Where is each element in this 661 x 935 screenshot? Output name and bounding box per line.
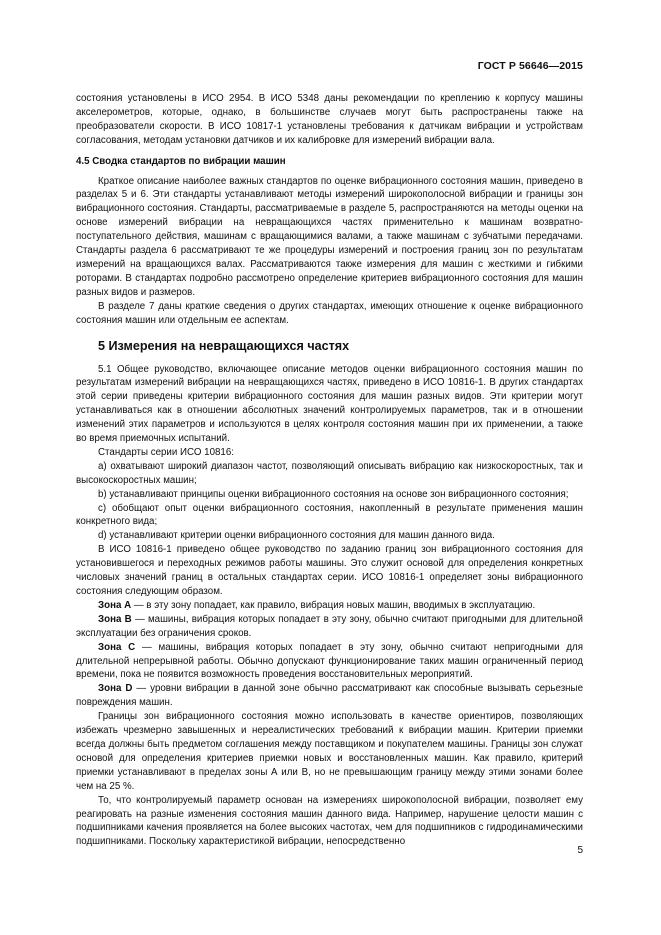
paragraph: Стандарты серии ИСО 10816:	[98, 446, 234, 458]
document-body	[76, 92, 583, 849]
zone-a-text: — в эту зону попадает, как правило, вибрация новых машин, вводимых в эксплуатацию.	[131, 599, 536, 611]
paragraph: То, что контролируемый параметр основан на измерениях широкополосной вибрации, позволяет ему реагировать на разные изменения состояния машин данного вида. Например, нарушение целости машин с подшипниками качения проявляется на более высоких частотах, чем для подшипников с гидродинамическими подшипниками. Поскольку характеристикой вибрации, непосредственно	[76, 794, 583, 848]
zone-b-text: — машины, вибрация которых попадает в эту зону, обычно считают пригодными для длительной эксплуатации без ограничения сроков.	[76, 613, 583, 639]
zone-c-definition	[76, 641, 583, 683]
paragraph: В разделе 7 даны краткие сведения о других стандартах, имеющих отношение к оценке вибрационного состояния машин или отдельным ее аспектам.	[76, 300, 583, 326]
zone-a-label: Зона А	[98, 599, 132, 611]
zone-b-definition	[76, 613, 583, 641]
paragraph: Краткое описание наиболее важных стандартов по оценке вибрационного состояния машин, приведено в разделах 5 и 6. Эти стандарты устанавливают методы измерений широкополосной вибрации и границы зон вибрационного состояния. Стандарты, рассматриваемые в разделе 5, распространяются на методы оценки на основе измерений вибрации на невращающихся частях применительно к машинам возвратно-поступательного действия, машинам с вращающимися валами, а также машинам с зубчатыми передачами. Стандарты раздела 6 рассматривают те же процедуры измерений и построения границ зон по результатам измерений на вращающихся валах. Рассматриваются также измерения для машин с жесткими и гибкими роторами. В стандартах подробно рассмотрено определение критериев вибрационного состояния для машин разных видов и размеров.	[76, 175, 583, 298]
paragraph: 5.1 Общее руководство, включающее описание методов оценки вибрационного состояния машин по результатам измерений вибрации на невращающихся частях, приведено в ИСО 10816-1. В других стандартах этой серии приведены критерии вибрационного состояния для машин разных видов. Эти критерии могут устанавливаться как в отношении абсолютных значений контролируемых параметров, так и в отношении изменений этих параметров и используются в целях контроля состояния машин при их применении, а также во время приемочных испытаний.	[76, 363, 583, 445]
paragraph: В ИСО 10816-1 приведено общее руководство по заданию границ зон вибрационного состояния для установившегося и переходных режимов работы машины. Это служит основой для определения конкретных числовых значений границ в остальных стандартах серии. ИСО 10816-1 определяет зоны вибрационного состояния следующим образом.	[76, 544, 583, 597]
standard-header: ГОСТ Р 56646—2015	[477, 60, 583, 72]
list-item-a: a) охватывают широкий диапазон частот, позволяющий описывать вибрацию как низкоскоростных, так и высокоскоростных машин;	[76, 460, 583, 486]
paragraph: Границы зон вибрационного состояния можно использовать в качестве ориентиров, позволяющих избежать чрезмерно завышенных и нереалистических требований к вибрации машин. Критерии приемки всегда должны быть предметом соглашения между поставщиком и покупателем машины. Границы зон служат основой для определения критериев приемки новых и восстановленных машин. Как правило, критерий приемки устанавливают в пределах зоны А или В, но не превышающим границу между этими зонами более чем на 25 %.	[76, 711, 583, 792]
zone-c-label: Зона С	[98, 641, 136, 653]
list-item-d: d) устанавливают критерии оценки вибрационного состояния для машин данного вида.	[98, 530, 495, 542]
section-heading-5: 5 Измерения на невращающихся частях	[98, 338, 350, 353]
zone-d-label: Зона D	[98, 683, 133, 695]
zone-a-definition	[76, 599, 583, 613]
list-item-c: c) обобщают опыт оценки вибрационного состояния, накопленный в результате применения машин конкретного вида;	[76, 502, 583, 528]
zone-c-text: — машины, вибрация которых попадает в эту зону, обычно считают непригодными для длительной непрерывной работы. Обычно допускают функционирование таких машин ограниченный период времени, пока не появится возможность проведения восстановительных мероприятий.	[76, 641, 583, 681]
paragraph: состояния установлены в ИСО 2954. В ИСО 5348 даны рекомендации по креплению к корпусу машины акселерометров, которые, однако, в большинстве случаев могут быть распространены также на преобразователи скорости. В ИСО 10817-1 установлены требования к датчикам вибрации и устройствам согласования, методам установки датчиков и их калибровке для измерений вибрации вала.	[76, 93, 583, 146]
zone-d-text: — уровни вибрации в данной зоне обычно рассматривают как способные вызывать серьезные повреждения машин.	[76, 683, 583, 709]
zone-b-label: Зона В	[98, 613, 132, 625]
zone-d-definition	[76, 682, 583, 710]
page-number: 5	[577, 845, 583, 856]
subsection-heading-4-5: 4.5 Сводка стандартов по вибрации машин	[76, 155, 286, 167]
list-item-b: b) устанавливают принципы оценки вибрационного состояния на основе зон вибрационного состояния;	[98, 488, 569, 500]
